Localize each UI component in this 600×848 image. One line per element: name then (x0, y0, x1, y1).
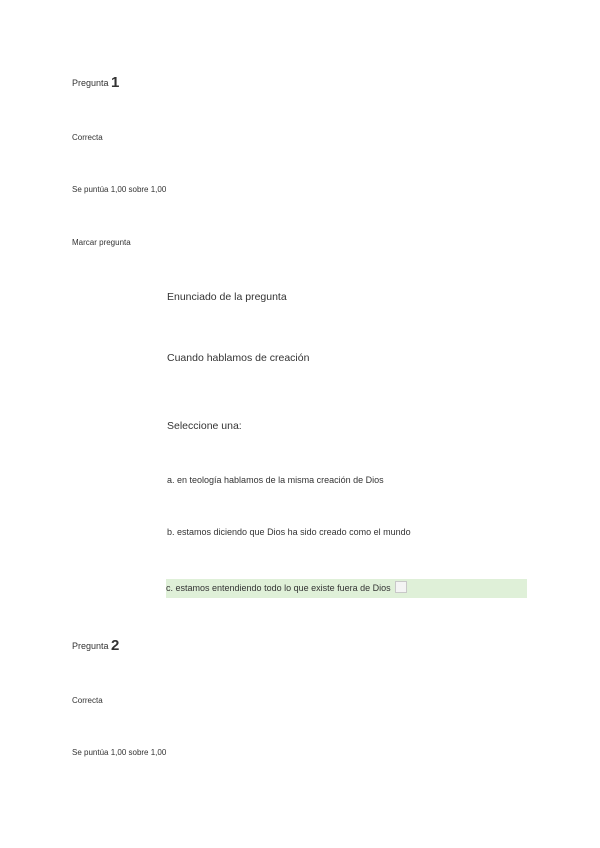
question-2-header (72, 637, 119, 654)
select-one-prompt: Seleccione una: (167, 420, 242, 432)
answer-option-a[interactable]: a. en teología hablamos de la misma creación de Dios (167, 475, 384, 485)
answer-option-c-correct[interactable] (166, 579, 527, 598)
question-2-state: Correcta (72, 696, 103, 705)
question-1-grade: Se puntúa 1,00 sobre 1,00 (72, 185, 167, 194)
question-number: 2 (111, 637, 120, 654)
answer-option-b[interactable]: b. estamos diciendo que Dios ha sido creado como el mundo (167, 527, 411, 537)
question-1-header (72, 74, 119, 91)
question-1-state: Correcta (72, 133, 103, 142)
question-text: Cuando hablamos de creación (167, 352, 310, 364)
question-label: Pregunta (72, 78, 109, 88)
question-number: 1 (111, 74, 120, 91)
correct-mark-icon (395, 581, 407, 593)
question-label: Pregunta (72, 641, 109, 651)
flag-question-link[interactable]: Marcar pregunta (72, 238, 131, 247)
question-prompt-heading: Enunciado de la pregunta (167, 291, 287, 303)
answer-option-c-label: c. estamos entendiendo todo lo que existe fuera de Dios (166, 583, 391, 593)
question-2-grade: Se puntúa 1,00 sobre 1,00 (72, 748, 167, 757)
